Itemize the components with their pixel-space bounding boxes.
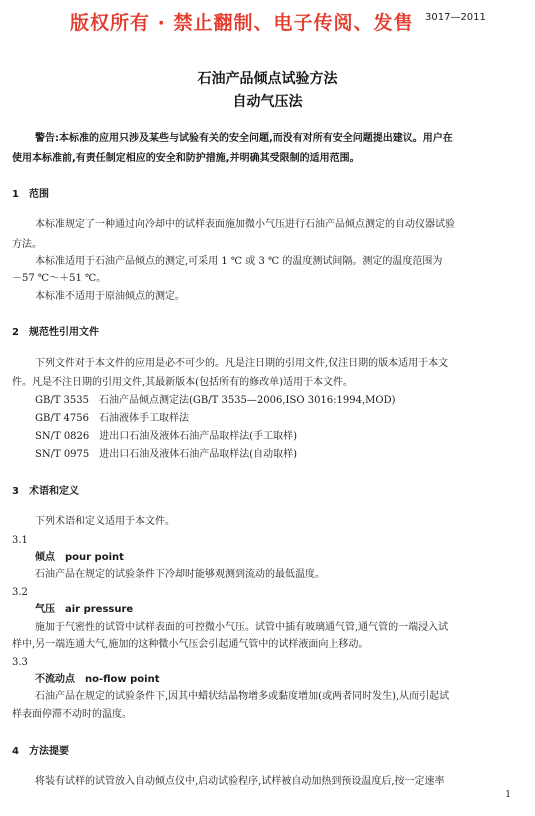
section-1-paragraph: 本标准不适用于原油倾点的测定。 [35, 291, 185, 302]
term-title: 气压 air pressure [35, 604, 134, 615]
section-4-paragraph: 将装有试样的试管放入自动倾点仪中,启动试验程序,试样被自动加热到预设温度后,按一定速率 [35, 776, 445, 787]
section-2-heading: 2 规范性引用文件 [12, 327, 99, 338]
section-4-heading: 4 方法提要 [12, 746, 69, 757]
section-1-heading: 1 范围 [12, 189, 49, 200]
section-1-paragraph: 本标准适用于石油产品倾点的测定,可采用 1 ℃ 或 3 ℃ 的温度测试间隔。测定的温度范围为 [35, 256, 443, 267]
section-3-intro: 下列术语和定义适用于本文件。 [35, 516, 175, 527]
section-2-paragraph: 下列文件对于本文件的应用是必不可少的。凡是注日期的引用文件,仅注日期的版本适用于本文 [35, 358, 449, 369]
term-title: 不流动点 no-flow point [35, 674, 160, 685]
term-number: 3.2 [12, 587, 28, 598]
document-subtitle: 自动气压法 [232, 94, 303, 110]
term-title: 倾点 pour point [35, 552, 124, 563]
watermark-banner: 版权所有 · 禁止翻制、电子传阅、发售 [70, 12, 414, 34]
reference-item: GB/T 3535 石油产品倾点测定法(GB/T 3535—2006,ISO 3016:1994,MOD) [35, 395, 396, 406]
term-number: 3.1 [12, 535, 28, 546]
term-definition: 石油产品在规定的试验条件下冷却时能够观测到流动的最低温度。 [35, 569, 325, 580]
warning-line-1: 警告:本标准的应用只涉及某些与试验有关的安全问题,而没有对所有安全问题提出建议。用户在 [35, 133, 453, 144]
term-definition: 石油产品在规定的试验条件下,因其中蜡状结晶物增多或黏度增加(或两者同时发生),从而引起试 [35, 691, 450, 702]
term-definition: 样中,另一端连通大气,施加的这种微小气压会引起通气管中的试样液面向上移动。 [12, 639, 369, 650]
reference-item: GB/T 4756 石油液体手工取样法 [35, 413, 190, 424]
warning-line-2: 使用本标准前,有责任制定相应的安全和防护措施,并明确其受限制的适用范围。 [12, 153, 360, 164]
section-1-paragraph: －57 ℃～＋51 ℃。 [12, 273, 107, 284]
standard-number: 3017—2011 [425, 12, 486, 23]
term-number: 3.3 [12, 657, 28, 668]
section-3-heading: 3 术语和定义 [12, 486, 79, 497]
reference-item: SN/T 0826 进出口石油及液体石油产品取样法(手工取样) [35, 431, 298, 442]
term-definition: 施加于气密性的试管中试样表面的可控微小气压。试管中插有玻璃通气管,通气管的一端浸入试 [35, 622, 449, 633]
section-1-paragraph: 本标准规定了一种通过向冷却中的试样表面施加微小气压进行石油产品倾点测定的自动仪器试验 [35, 219, 455, 230]
page-number: 1 [505, 790, 511, 800]
document-title: 石油产品倾点试验方法 [197, 71, 338, 87]
term-definition: 样表面停滞不动时的温度。 [12, 709, 132, 720]
reference-item: SN/T 0975 进出口石油及液体石油产品取样法(自动取样) [35, 449, 298, 460]
section-2-paragraph: 件。凡是不注日期的引用文件,其最新版本(包括所有的修改单)适用于本文件。 [12, 377, 353, 388]
section-1-paragraph: 方法。 [12, 239, 42, 250]
